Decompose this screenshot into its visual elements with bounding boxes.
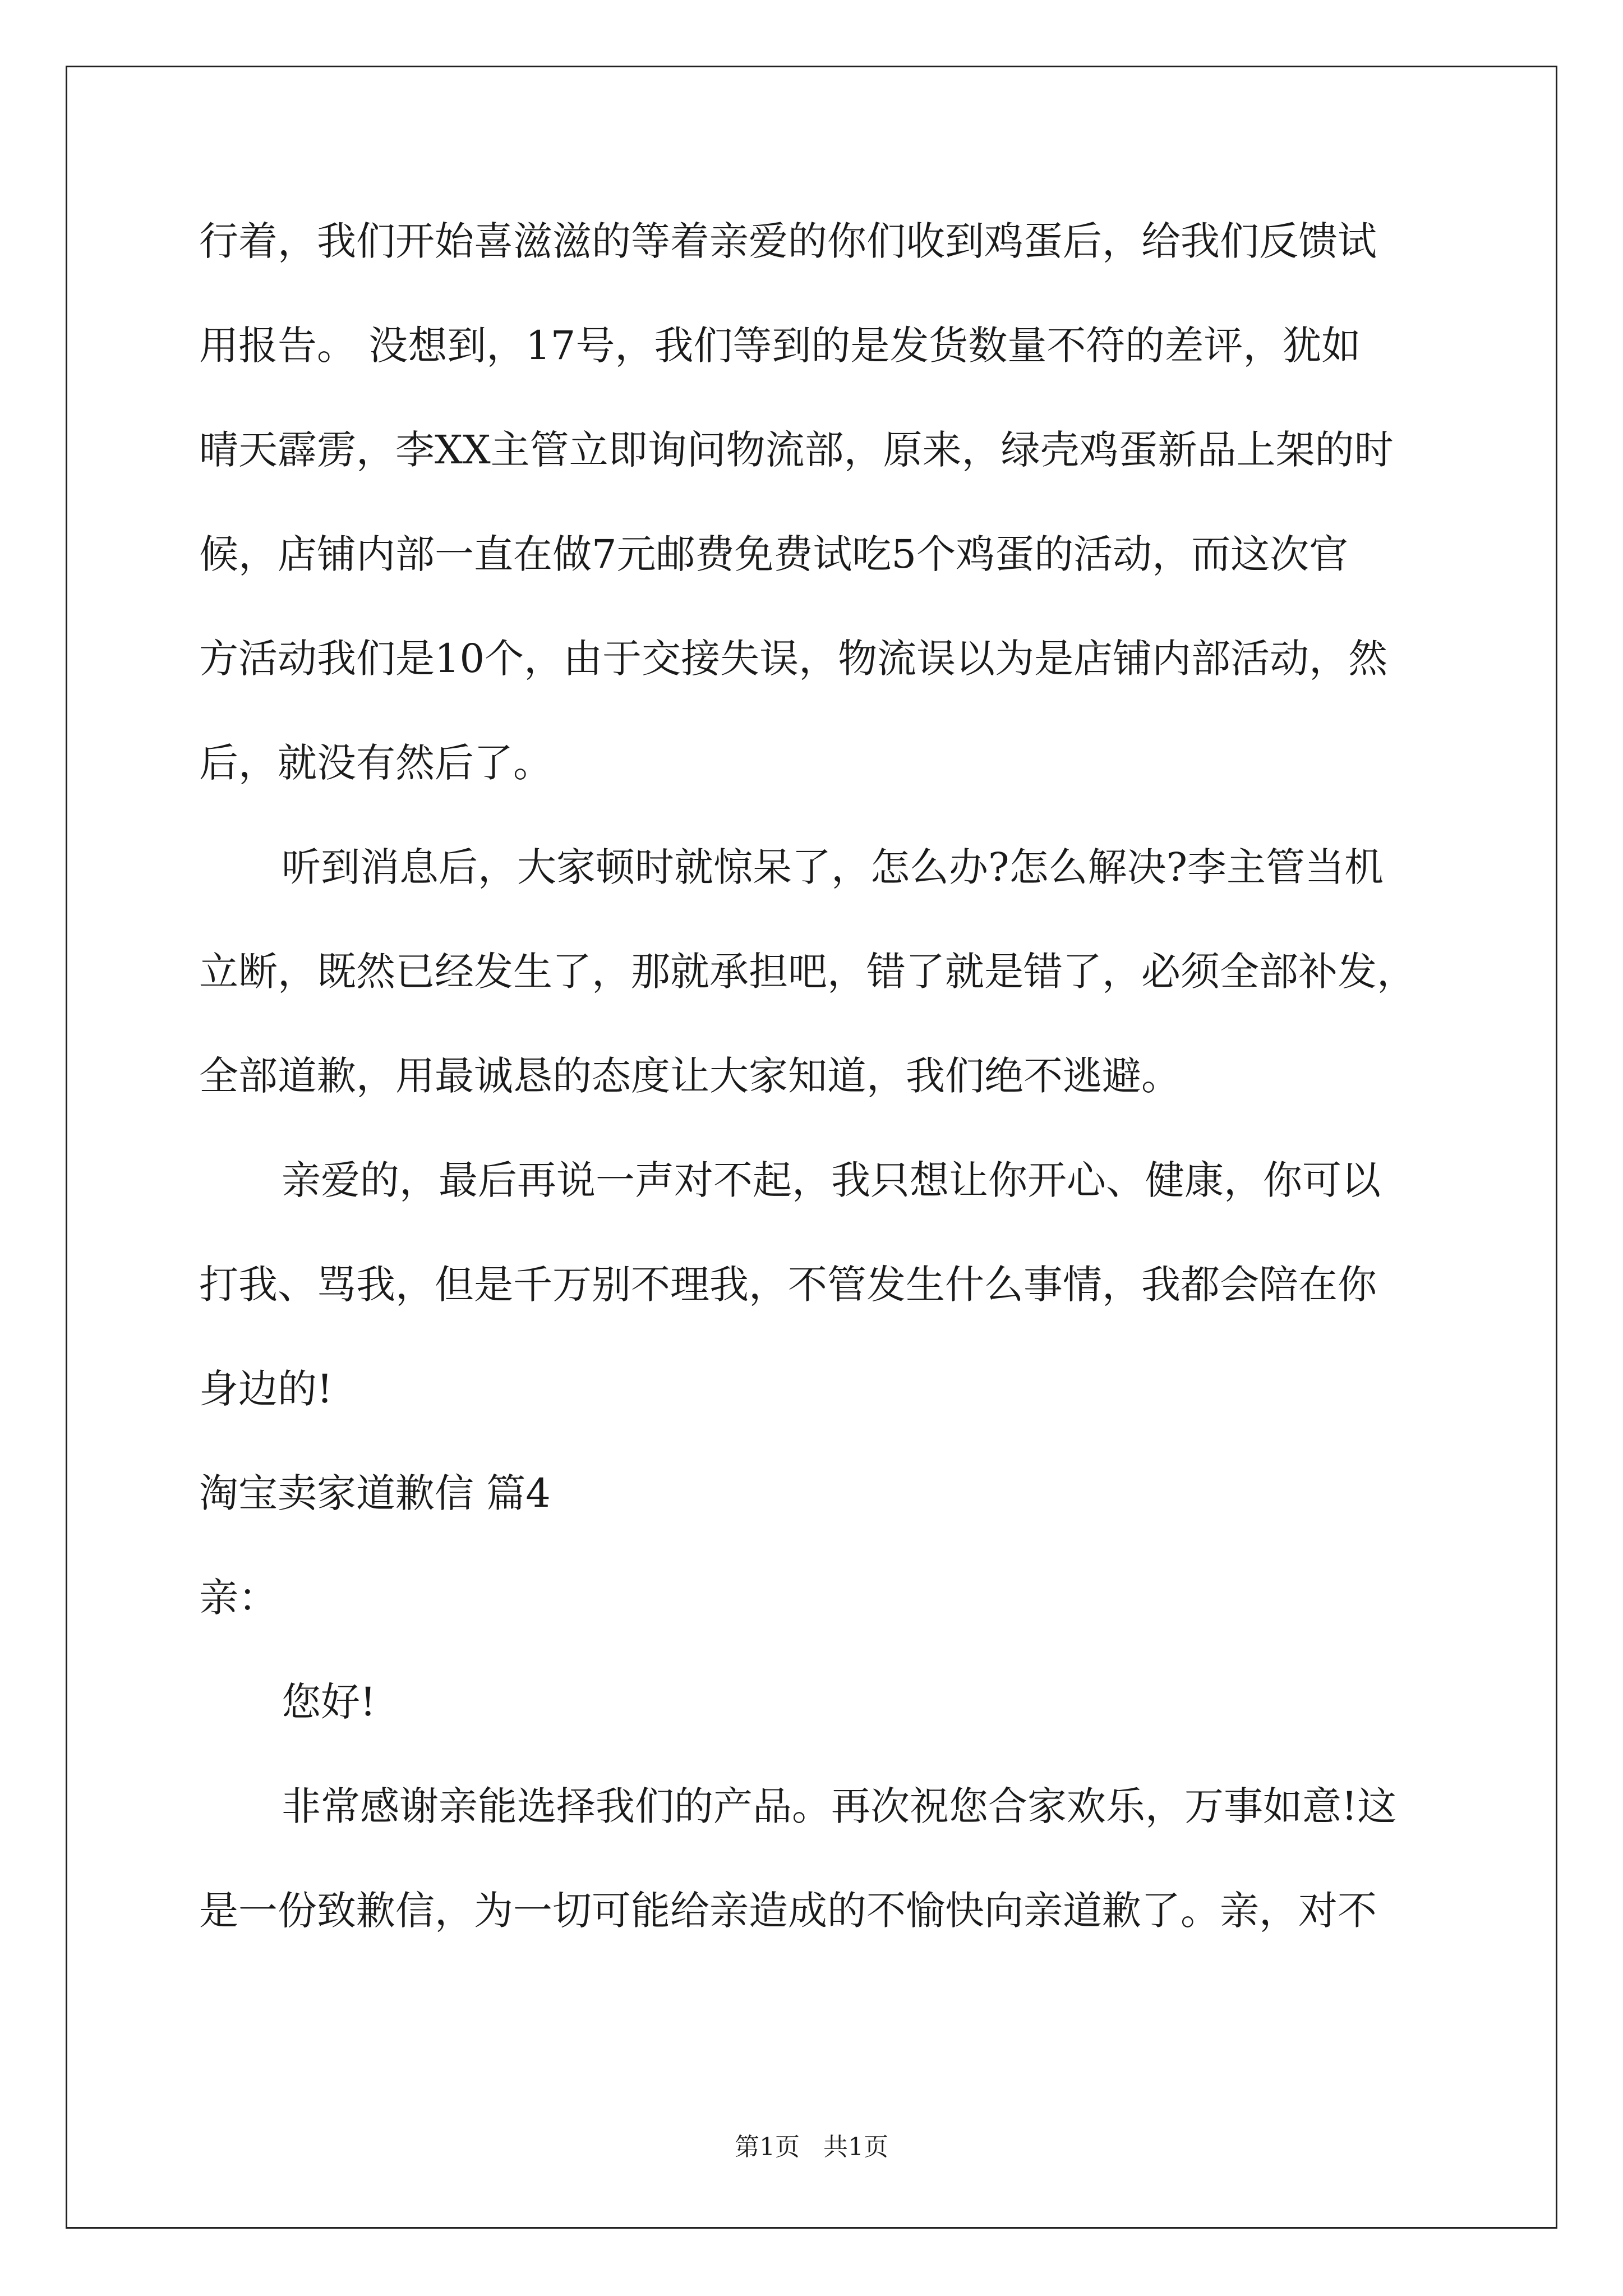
paragraph-start-line: 亲爱的，最后再说一声对不起，我只想让你开心、健康，你可以	[282, 1157, 1381, 1203]
paragraph-start-line: 听到消息后，大家顿时就惊呆了，怎么办?怎么解决?李主管当机	[282, 844, 1384, 890]
text-line: 是一份致歉信，为一切可能给亲造成的不愉快向亲道歉了。亲，对不	[199, 1888, 1377, 1934]
text-line: 立断，既然已经发生了，那就承担吧，错了就是错了，必须全部补发，	[199, 949, 1416, 995]
page-footer: 第1页 共1页	[735, 2133, 888, 2161]
text-line: 用报告。 没想到，17号，我们等到的是发货数量不符的差评，犹如	[199, 323, 1361, 369]
text-line: 身边的!	[199, 1366, 333, 1412]
text-line: 行着，我们开始喜滋滋的等着亲爱的你们收到鸡蛋后，给我们反馈试	[199, 218, 1377, 264]
text-line: 晴天霹雳，李XX主管立即询问物流部，原来，绿壳鸡蛋新品上架的时	[199, 427, 1394, 473]
greeting: 您好!	[282, 1679, 376, 1725]
section-heading: 淘宝卖家道歉信 篇4	[199, 1470, 551, 1516]
text-line: 候，店铺内部一直在做7元邮费免费试吃5个鸡蛋的活动，而这次官	[199, 531, 1349, 577]
text-line: 全部道歉，用最诚恳的态度让大家知道，我们绝不逃避。	[199, 1053, 1181, 1099]
paragraph-start-line: 非常感谢亲能选择我们的产品。再次祝您合家欢乐，万事如意!这	[282, 1783, 1397, 1829]
salutation: 亲：	[199, 1575, 278, 1621]
text-line: 后，就没有然后了。	[199, 740, 552, 786]
text-line: 打我、骂我，但是千万别不理我，不管发生什么事情，我都会陪在你	[199, 1262, 1377, 1308]
text-line: 方活动我们是10个，由于交接失误，物流误以为是店铺内部活动，然	[199, 636, 1388, 682]
